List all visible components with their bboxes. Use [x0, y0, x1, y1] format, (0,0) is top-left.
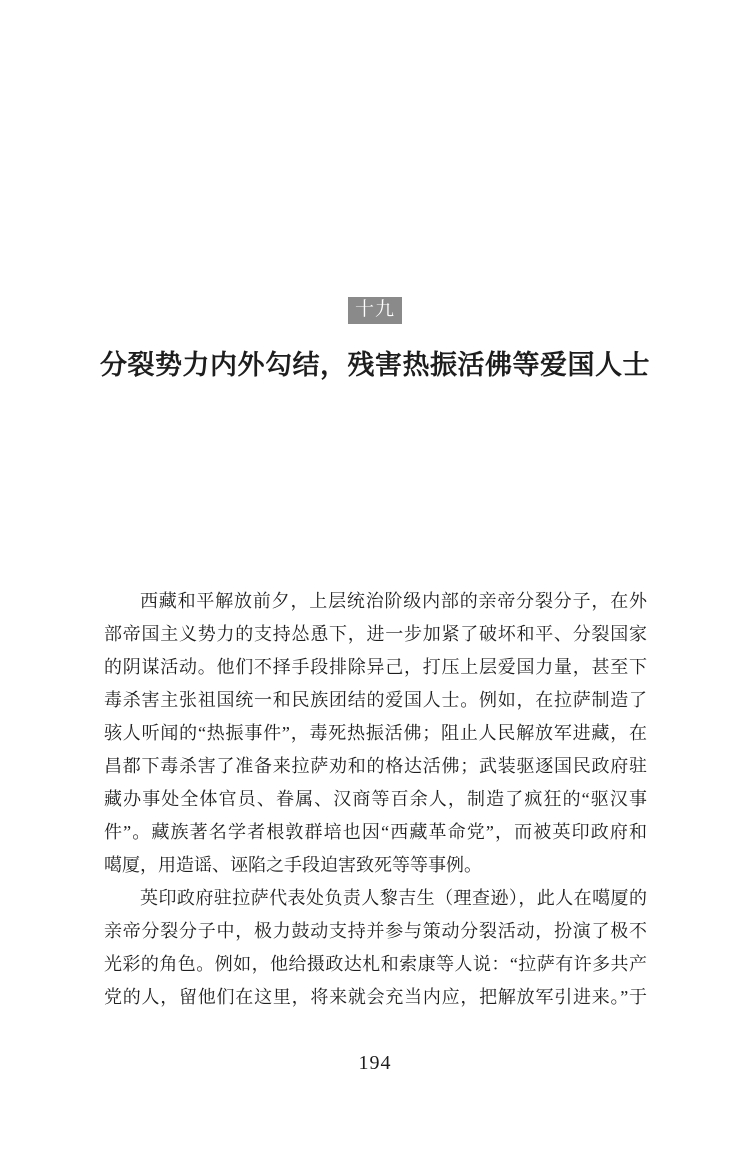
text-line: 毒杀害主张祖国统一和民族团结的爱国人士。例如，在拉萨制造了	[104, 690, 647, 710]
text-line: 亲帝分裂分子中，极力鼓动支持并参与策动分裂活动，扮演了极不	[104, 921, 647, 941]
text-line: 的阴谋活动。他们不择手段排除异己，打压上层爱国力量，甚至下	[104, 657, 647, 677]
text-line: 西藏和平解放前夕，上层统治阶级内部的亲帝分裂分子，在外	[140, 591, 647, 611]
chapter-title: 分裂势力内外勾结，残害热振活佛等爱国人士	[100, 350, 650, 380]
text-line: 昌都下毒杀害了准备来拉萨劝和的格达活佛；武装驱逐国民政府驻	[104, 756, 647, 776]
text-line: 藏办事处全体官员、眷属、汉商等百余人，制造了疯狂的“驱汉事	[104, 789, 647, 809]
text-line: 骇人听闻的“热振事件”，毒死热振活佛；阻止人民解放军进藏，在	[104, 723, 647, 743]
chapter-number-badge: 十九	[348, 297, 402, 324]
text-line: 光彩的角色。例如，他给摄政达札和索康等人说：“拉萨有许多共产	[104, 954, 647, 974]
text-line: 部帝国主义势力的支持怂恿下，进一步加紧了破坏和平、分裂国家	[104, 624, 647, 644]
paragraph-2	[104, 882, 647, 1014]
text-line: 党的人，留他们在这里，将来就会充当内应，把解放军引进来。”于	[104, 987, 647, 1007]
text-line: 英印政府驻拉萨代表处负责人黎吉生（理查逊），此人在噶厦的	[140, 888, 647, 908]
paragraph-1	[104, 585, 647, 882]
text-line: 件”。藏族著名学者根敦群培也因“西藏革命党”，而被英印政府和	[104, 822, 647, 842]
text-line: 噶厦，用造谣、诬陷之手段迫害致死等等事例。	[104, 855, 482, 875]
body-text	[104, 585, 647, 1014]
page-number: 194	[358, 1052, 392, 1074]
